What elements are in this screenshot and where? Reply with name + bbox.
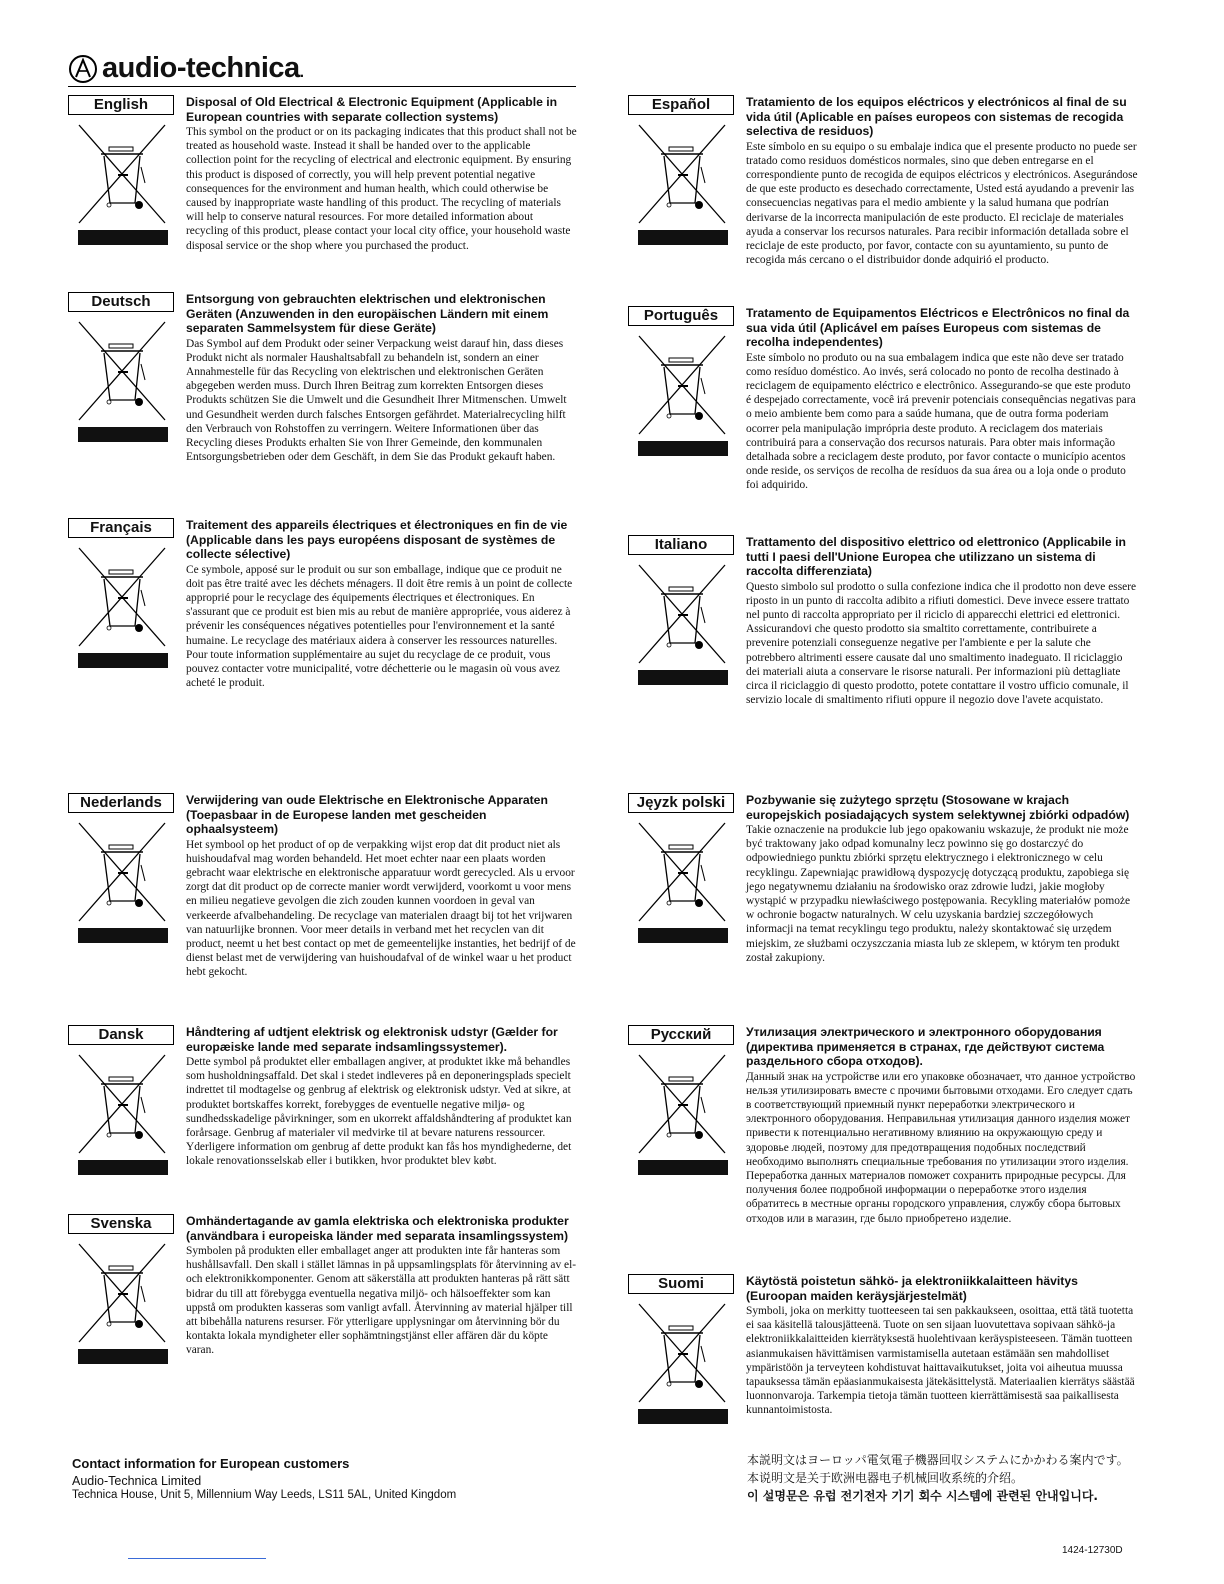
audio-technica-logo-icon (68, 54, 98, 84)
language-label: English (68, 95, 174, 115)
language-label: Português (628, 306, 734, 326)
section-title: Omhändertagande av gamla elektriska och elektroniska produkter (användbara i europeiska länder med separata insamlingssystem) (186, 1214, 569, 1243)
black-bar (638, 1160, 728, 1175)
weee-bin-icon (633, 123, 731, 227)
black-bar (78, 653, 168, 668)
section-body: This symbol on the product or on its packaging indicates that this product shall not be treated as household waste. Instead it shall be handed over to the applicable collection point for the recycling of electrical and electronic equipment. By ensuring this product is disposed of correctly, you will help prevent potential negative consequences for the environment and human health, which could otherwise be caused by inappropriate waste handling of this product. The recycling of materials will help to conserve natural resources. For more detailed information about recycling of this product, please contact your local city office, your household waste disposal service or the shop where you purchased the product. (186, 126, 577, 252)
bottom-divider (128, 1558, 266, 1559)
japanese-note: 本説明文はヨーロッパ電気電子機器回収システムにかかわる案内です。 (747, 1453, 1129, 1467)
header-rule (68, 86, 576, 87)
section-title: Verwijdering van oude Elektrische en Elektronische Apparaten (Toepasbaar in de Europese landen met gescheiden ophaalsysteem) (186, 793, 548, 836)
black-bar (638, 1409, 728, 1424)
section-body: Dette symbol på produktet eller emballagen angiver, at produktet ikke må behandles som husholdningsaffald. Det skal i stedet indleveres på en deponeringsplads specielt indrettet til modtagelse og genbrug af elektrisk og elektronisk udstyr. Ved at sikre, at produktet bortskaffes korrekt, forebygges de eventuelle negative miljø- og sundhedsskadelige påvirkninger, som en ukorrekt affaldshåndtering af produktet kan forårsage. Genbrug af materialer vil medvirke til at bevare naturens ressourcer. Yderligere information om genbrug af dette produkt kan fås hos myndighederne, det lokale renovationsselskab eller i butikken, hvor produktet blev købt. (186, 1056, 572, 1168)
section-body: Questo simbolo sul prodotto o sulla confezione indica che il prodotto non deve essere riposto in un punto di raccolta adibito a rifiuti domestici. Deve invece essere trattato nel punto di raccolta appropriato per il riciclo di apparecchi elettrici ed elettronici. Assicurandovi che questo prodotto sia smaltito correttamente, contribuirete a prevenire potenziali conseguenze negative per l'ambiente e per la salute che potrebbero altrimenti essere causate dal uno smaltimento inadeguato. Il riciclaggio dei materiali aiuta a conservare le risorse naturali. Per informazioni più dettagliate circa il riciclaggio di questo prodotto, potete contattare il vostro ufficio comunale, il servizio locale di smaltimento rifiuti oppure il negozio dove l'avete acquistato. (746, 580, 1137, 707)
black-bar (638, 441, 728, 456)
language-label: Jęyzk polski (628, 793, 734, 813)
contact-company: Audio-Technica Limited (72, 1474, 202, 1488)
language-label: Nederlands (68, 793, 174, 813)
section-body: Ce symbole, apposé sur le produit ou sur son emballage, indique que ce produit ne doit pas être traité avec les déchets ménagers. Il doit être remis à un point de collecte approprié pour le recyclage des équipements électriques et électroniques. En s'assurant que ce produit est bien mis au rebut de manière appropriée, vous aiderez à prévenir les conséquences négatives potentielles pour l'environnement et la santé humaine. Le recyclage des matériaux aidera à conserver les ressources naturelles. Pour toute information supplémentaire au sujet du recyclage de ce produit, vous pouvez contacter votre municipalité, votre déchetterie ou le magasin où vous avez acheté le produit. (186, 563, 573, 690)
section-title: Traitement des appareils électriques et électroniques en fin de vie (Applicable dans les pays européens disposant de systèmes de collecte sélective) (186, 518, 568, 561)
weee-bin-icon (73, 821, 171, 925)
section-title: Entsorgung von gebrauchten elektrischen und elektronischen Geräten (Anzuwenden in den europäischen Ländern mit einem separaten Sammelsystem für diese Geräte) (186, 292, 549, 335)
brand-name: audio-technica. (102, 52, 304, 84)
section-title: Утилизация электрического и электронного оборудования (директива применяется в странах, где действуют система раздельного сбора отходов). (746, 1025, 1105, 1068)
black-bar (638, 230, 728, 245)
language-label: Français (68, 518, 174, 538)
weee-bin-icon (73, 1053, 171, 1157)
black-bar (78, 1160, 168, 1175)
section-body: Данный знак на устройстве или его упаковке обозначает, что данное устройство нельзя утилизировать вместе с прочими бытовыми отходами. Его следует сдать в соответствующий приемный пункт переработки электрического и электронного оборудования. Неправильная утилизация данного изделия может привести к потенциально негативному влиянию на окружающую среду и здоровье людей, поэтому для предотвращения подобных последствий необходимо выполнять специальные требования по утилизации этого изделия. Переработка данных материалов поможет сохранить природные ресурсы. Для получения более подробной информации о переработке этого изделия обратитесь в местные органы городского управления, службу сбора бытовых отходов или в магазин, где было приобретено изделие. (746, 1070, 1136, 1225)
weee-bin-icon (633, 334, 731, 438)
section-title: Trattamento del dispositivo elettrico od elettronico (Applicabile in tutti I paesi dell'Unione Europea che utilizzano un sistema di raccolta differenziata) (746, 535, 1126, 578)
weee-bin-icon (73, 123, 171, 227)
language-label: Dansk (68, 1025, 174, 1045)
weee-bin-icon (73, 1242, 171, 1346)
language-label: Русский (628, 1025, 734, 1045)
section-body: Takie oznaczenie na produkcie lub jego opakowaniu wskazuje, że produkt nie może być traktowany jako odpad komunalny lecz powinno się go dostarczyć do odpowiedniego punktu zbiórki sprzętu elektrycznego i elektronicznego w celu recyklingu. Zapewniając prawidłową dyspozycję dotyczącą produktu, zapobiega się jego negatywnemu działaniu na środowisko oraz zdrowie ludzi, jakie mogłoby wystąpić w przypadku niewłaściwego postępowania. Recykling materiałów pomoże w ochronie bogactw naturalnych. W celu uzyskania bardziej szczegółowych informacji na temat recyklingu tego produktu, należy skontaktować się urzędem miejskim, ze służbami oczyszczania miasta lub ze sklepem, w którym ten produkt został zakupiony. (746, 824, 1131, 964)
document-number: 1424-12730D (1062, 1545, 1123, 1556)
language-label: Suomi (628, 1274, 734, 1294)
section-body: Este símbolo no produto ou na sua embalagem indica que este não deve ser tratado como resíduo doméstico. Ao invés, será colocado no ponto de recolha destinado à reciclagem de equipamento eléctrico e electrônico. Assegurando-se que este produto é despejado correctamente, você irá prevenir potenciais consequências negativas para o meio ambiente bem como para a saúde humana, que de outra forma poderiam ocorrer pela manipulação imprópria deste produto. A reciclagem dos materiais contribuirá para a conservação dos recursos naturais. Para obter mais informação detalhada sobre a reciclagem deste produto, por favor contacte o município acentos onde reside, os serviços de recolha de resíduos da sua área ou a loja onde o produto foi adquirido. (746, 351, 1136, 492)
language-label: Svenska (68, 1214, 174, 1234)
section-title: Disposal of Old Electrical & Electronic Equipment (Applicable in European countries with separate collection systems) (186, 95, 558, 124)
section-title: Käytöstä poistetun sähkö- ja elektroniikkalaitteen hävitys (Euroopan maiden keräysjärjestelmät) (746, 1274, 1078, 1303)
black-bar (78, 1349, 168, 1364)
contact-heading: Contact information for European customers (72, 1456, 350, 1471)
korean-note: 이 설명문은 유럽 전기전자 기기 회수 시스템에 관련된 안내입니다. (747, 1489, 1098, 1503)
language-label: Deutsch (68, 292, 174, 312)
contact-info (72, 1456, 456, 1501)
section-body: Het symbool op het product of op de verpakking wijst erop dat dit product niet als huishoudafval mag worden behandeld. Het moet echter naar een plaats worden gebracht waar elektrische en elektronische apparatuur wordt gerecycled. Als u ervoor zorgt dat dit product op de correcte manier wordt verwijderd, voorkomt u voor mens en milieu negatieve gevolgen die zich zouden kunnen voordoen in geval van verkeerde afvalbehandeling. De recyclage van materialen draagt bij tot het vrijwaren van natuurlijke bronnen. Voor meer details in verband met het recyclen van dit product, neemt u het best contact op met de gemeentelijke instanties, het bedrijf of de dienst belast met de verwijdering van huishoudafval of de winkel waar u het product hebt gekocht. (186, 838, 576, 979)
black-bar (638, 928, 728, 943)
weee-bin-icon (73, 546, 171, 650)
weee-bin-icon (633, 1053, 731, 1157)
weee-bin-icon (633, 1302, 731, 1406)
section-body: Das Symbol auf dem Produkt oder seiner Verpackung weist darauf hin, dass dieses Produkt nicht als normaler Haushaltsabfall zu behandeln ist, sondern an einer Annahmestelle für das Recycling von elektrischen und elektronischen Geräten abgegeben werden muss. Durch Ihren Beitrag zum korrekten Entsorgen dieses Produkts schützen Sie die Umwelt und die Gesundheit Ihrer Mitmenschen. Umwelt und Gesundheit werden durch falsches Entsorgen gefährdet. Materialrecycling hilft den Verbrauch von Rohstoffen zu verringern. Weitere Informationen über das Recycling dieses Produkts erhalten Sie von Ihrer Gemeinde, den kommunalen Entsorgungsbetrieben oder dem Geschäft, in dem Sie das Produkt gekauft haben. (186, 337, 567, 464)
section-body: Symboli, joka on merkitty tuotteeseen tai sen pakkaukseen, osoittaa, että tätä tuotetta ei saa käsitellä talousjätteenä. Tuote on sen sijaan luovutettava sopivaan sähkö-ja elektroniikkalaitteiden kierrätyksestä huolehtivaan keräyspisteeseen. Tämän tuotteen asianmukaisen hävittämisen varmistamisella autetaan estämään sen mahdolliset ympäristöön ja terveyteen kohdistuvat haittavaikutukset, joita voi aiheutua muussa tapauksessa tämän epäasianmukaisesta jätekäsittelystä. Materiaalien kierrätys säästää luonnonvaroja. Tarkempia tietoja tämän tuotteen kierrättämisestä saa paikallisesta kunnantoimistosta. (746, 1305, 1135, 1417)
section-title: Tratamento de Equipamentos Eléctricos e Electrônicos no final da sua vida útil (Aplicável em países Europeus com sistemas de recolha independentes) (746, 306, 1130, 349)
black-bar (638, 670, 728, 685)
contact-address: Technica House, Unit 5, Millennium Way Leeds, LS11 5AL, United Kingdom (72, 1489, 457, 1501)
weee-bin-icon (633, 821, 731, 925)
section-title: Tratamiento de los equipos eléctricos y electrónicos al final de su vida útil (Aplicable en países europeos con sistemas de recogida selectiva de residuos) (746, 95, 1127, 138)
black-bar (78, 427, 168, 442)
weee-bin-icon (73, 320, 171, 424)
audio-technica-logo (68, 52, 304, 85)
section-title: Håndtering af udtjent elektrisk og elektronisk udstyr (Gælder for europæiske lande med separate indsamlingssystemer). (186, 1025, 558, 1054)
language-label: Italiano (628, 535, 734, 555)
section-body: Symbolen på produkten eller emballaget anger att produkten inte får hanteras som hushållsavfall. Den skall i stället lämnas in på uppsamlingsplats för återvinning av el- och elektronikkomponenter. Genom att säkerställa att produkten hanteras på rätt sätt bidrar du till att förebygga eventuella negativa miljö- och hälsoeffekter som kan uppstå om produkten kasseras som vanligt avfall. Återvinning av material hjälper till att bibehålla naturens resurser. För ytterligare upplysningar om återvinning bör du kontakta lokala myndigheter eller sophämtningstjänst eller affären där du köpte varan. (186, 1245, 577, 1357)
language-label: Español (628, 95, 734, 115)
black-bar (78, 230, 168, 245)
asian-language-notes (747, 1451, 1129, 1505)
section-title: Pozbywanie się zużytego sprzętu (Stosowane w krajach europejskich posiadających system selektywnej zbiórki odpadów) (746, 793, 1130, 822)
section-body: Este símbolo en su equipo o su embalaje indica que el presente producto no puede ser tratado como residuos domésticos normales, sino que deben entregarse en el correspondiente punto de recogida de equipos eléctricos y electrónicos. Asegurándose de que este producto es desechado correctamente, Usted está ayudando a prevenir las consecuencias negativas para el medio ambiente y la salud humana que podrían derivarse de la incorrecta manipulación de este producto. El reciclaje de materiales ayuda a conservar los recursos naturales. Para recibir información detallada sobre el reciclaje de este producto, por favor, contacte con su ayuntamiento, su punto de recogida más cercano o el distribuidor donde adquirió el producto. (746, 140, 1138, 267)
chinese-note: 本说明文是关于欧洲电器电子机械回收系统的介绍。 (747, 1471, 1024, 1485)
black-bar (78, 928, 168, 943)
weee-bin-icon (633, 563, 731, 667)
